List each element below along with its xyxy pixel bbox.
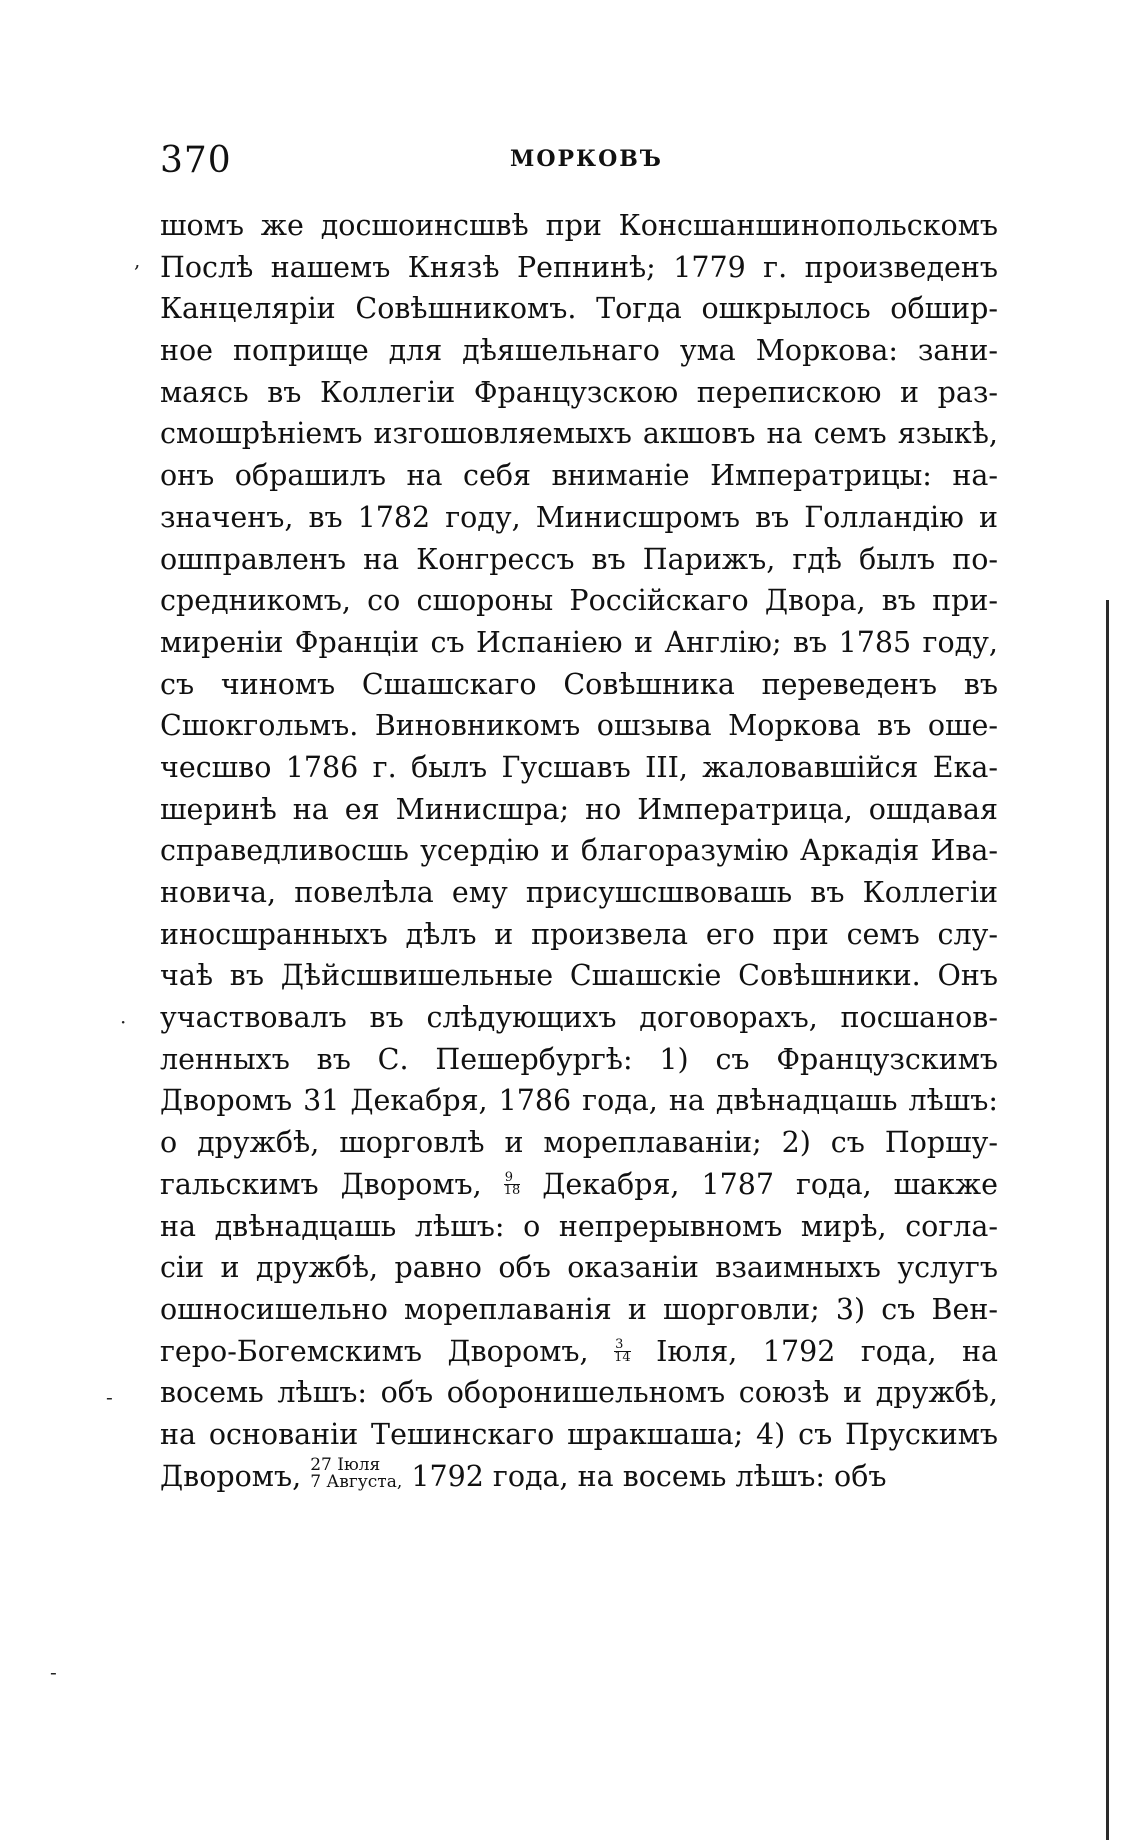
margin-mark-3: ‐ — [106, 1385, 113, 1409]
text-line-23: о дружбѣ, шорговлѣ и мореплаваніи; 2) съ Поршу- — [160, 1126, 998, 1160]
text-line-29: восемь лѣшъ: объ оборонишельномъ союзѣ и дружбѣ, — [160, 1376, 998, 1410]
text-line-28 — [160, 1331, 998, 1373]
page-header — [160, 140, 1000, 190]
line-31-end: 1792 года, на восемь лѣшъ: объ — [411, 1459, 887, 1493]
fraction-date-july — [614, 1336, 631, 1365]
fraction-numerator: 9 — [504, 1172, 521, 1185]
text-line-5: маясь въ Коллегіи Французскою перепискою и раз- — [160, 375, 998, 409]
page-edge-rule — [1106, 600, 1109, 1840]
text-line-3: Канцеляріи Совѣшникомъ. Тогда ошкрылось обшир- — [160, 292, 998, 326]
fraction-date-december — [503, 1169, 521, 1198]
line-24-end: Декабря, 1787 года, шакже — [542, 1167, 998, 1201]
text-line-31 — [160, 1456, 998, 1498]
text-line-25: на двѣнадцашь лѣшъ: о непрерывномъ мирѣ, согла- — [160, 1209, 998, 1243]
text-line-27: ошносишельно мореплаванія и шорговли; 3) съ Вен- — [160, 1292, 998, 1326]
text-line-15: шеринѣ на ея Минисшра; но Императрица, ошдавая — [160, 792, 998, 826]
fraction-denominator: 14 — [614, 1349, 631, 1365]
fraction-denominator: 18 — [503, 1182, 521, 1198]
text-line-26: сіи и дружбѣ, равно объ оказаніи взаимныхъ услугъ — [160, 1251, 998, 1285]
text-line-17: новича, повелѣла ему присушсшвовашь въ Коллегіи — [160, 876, 998, 909]
body-text — [160, 205, 998, 1497]
text-line-11: миреніи Франціи съ Испаніею и Англію; въ 1785 году, — [160, 625, 998, 659]
text-line-6: смошрѣніемъ изгошовляемыхъ акшовъ на семъ языкѣ, — [160, 417, 998, 451]
text-line-1: шомъ же досшоинсшвѣ при Консшаншинопольскомъ — [160, 209, 998, 242]
text-line-20: участвовалъ въ слѣдующихъ договорахъ, посшанов- — [160, 1001, 998, 1035]
line-24-start: гальскимъ Дворомъ, — [160, 1167, 482, 1201]
text-line-22: Дворомъ 31 Декабря, 1786 года, на двѣнадцашь лѣшъ: — [160, 1084, 998, 1118]
line-28-end: Іюля, 1792 года, на — [656, 1334, 998, 1368]
text-line-18: иносшранныхъ дѣлъ и произвела его при семъ слу- — [160, 917, 998, 951]
running-head: МОРКОВЪ — [510, 146, 663, 172]
margin-mark-2: · — [120, 1010, 127, 1034]
page-number: 370 — [160, 140, 232, 181]
text-line-7: онъ обрашилъ на себя вниманіе Императрицы: на- — [160, 459, 998, 493]
fraction-top: 27 Іюля — [310, 1455, 381, 1476]
text-line-12: съ чиномъ Сшашскаго Совѣшника переведенъ въ — [160, 667, 998, 701]
text-line-8: значенъ, въ 1782 году, Минисшромъ въ Голландію и — [160, 500, 998, 534]
text-line-16: справедливосшь усердію и благоразумію Аркадія Ива- — [160, 834, 998, 868]
text-line-4: ное поприще для дѣяшельнаго ума Моркова: зани- — [160, 334, 998, 368]
fraction-numerator: 3 — [614, 1339, 631, 1352]
text-line-9: ошправленъ на Конгрессъ въ Парижъ, гдѣ былъ по- — [160, 542, 998, 576]
text-line-30: на основаніи Тешинскаго шракшаша; 4) съ Прускимъ — [160, 1417, 998, 1451]
text-line-21: ленныхъ въ С. Пешербургѣ: 1) съ Французскимъ — [160, 1042, 998, 1076]
margin-mark-1: , — [134, 248, 141, 272]
text-line-10: средникомъ, со сшороны Россійскаго Двора, въ при- — [160, 584, 998, 618]
line-31-start: Дворомъ, — [160, 1459, 302, 1493]
fraction-bottom: 7 Августа, — [310, 1472, 403, 1493]
fraction-date-july-august — [310, 1457, 402, 1491]
text-line-13: Сшокгольмъ. Виновникомъ ошзыва Моркова въ оше- — [160, 709, 998, 743]
margin-mark-4: ‐ — [50, 1660, 57, 1684]
text-line-24 — [160, 1164, 998, 1206]
text-line-19: чаѣ въ Дѣйсшвишельные Сшашскіе Совѣшники. Онъ — [160, 959, 998, 993]
text-line-2: Послѣ нашемъ Князѣ Репнинѣ; 1779 г. произведенъ — [160, 250, 998, 284]
text-line-14: чесшво 1786 г. былъ Гусшавъ III, жаловавшійся Ека- — [160, 750, 998, 784]
line-28-start: геро-Богемскимъ Дворомъ, — [160, 1334, 589, 1368]
